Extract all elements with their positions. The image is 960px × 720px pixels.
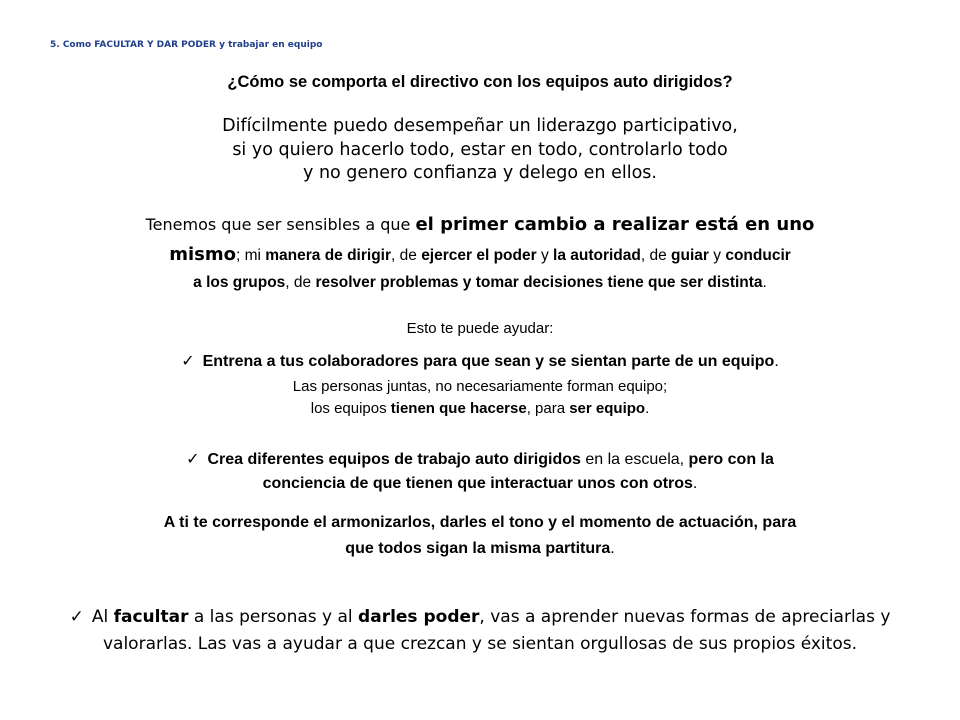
final-bullet-line1: ✓ Al facultar a las personas y al darles poder, vas a aprender nuevas formas de apreciarlas y — [69, 607, 891, 627]
help-title: Esto te puede ayudar: — [406, 320, 554, 337]
slide-header: 5. Como FACULTAR Y DAR PODER y trabajar en equipo — [50, 40, 323, 50]
para1-line2: si yo quiero hacerlo todo, estar en todo, controlarlo todo — [232, 140, 728, 160]
ati-line1: A ti te corresponde el armonizarlos, darles el tono y el momento de actuación, para — [163, 514, 797, 531]
bullet-2-line2: conciencia de que tienen que interactuar unos con otros. — [262, 475, 698, 492]
para1-line3: y no genero confianza y delego en ellos. — [303, 163, 657, 183]
para2-line3: a los grupos, de resolver problemas y tomar decisiones tiene que ser distinta. — [193, 274, 767, 291]
check-icon: ✓ — [186, 451, 200, 468]
final-bullet-line2: valorarlas. Las vas a ayudar a que crezcan y se sientan orgullosas de sus propios éxitos. — [102, 634, 857, 654]
check-icon: ✓ — [181, 353, 195, 370]
slide-question: ¿Cómo se comporta el directivo con los equipos auto dirigidos? — [227, 73, 733, 91]
para2-line1: Tenemos que ser sensibles a que el primer cambio a realizar está en uno — [145, 214, 815, 235]
para1-line1: Difícilmente puedo desempeñar un liderazgo participativo, — [222, 116, 738, 136]
bullet-1-sub1: Las personas juntas, no necesariamente forman equipo; — [292, 378, 668, 395]
ati-line2: que todos sigan la misma partitura. — [345, 540, 615, 557]
bullet-2-line1: ✓ Crea diferentes equipos de trabajo auto dirigidos en la escuela, pero con la — [186, 451, 774, 468]
para2-line2: mismo; mi manera de dirigir, de ejercer el poder y la autoridad, de guiar y conducir — [169, 244, 791, 265]
bullet-1-sub2: los equipos tienen que hacerse, para ser equipo. — [310, 400, 650, 417]
bullet-1: ✓ Entrena a tus colaboradores para que sean y se sientan parte de un equipo. — [181, 353, 779, 370]
check-icon: ✓ — [69, 607, 84, 627]
